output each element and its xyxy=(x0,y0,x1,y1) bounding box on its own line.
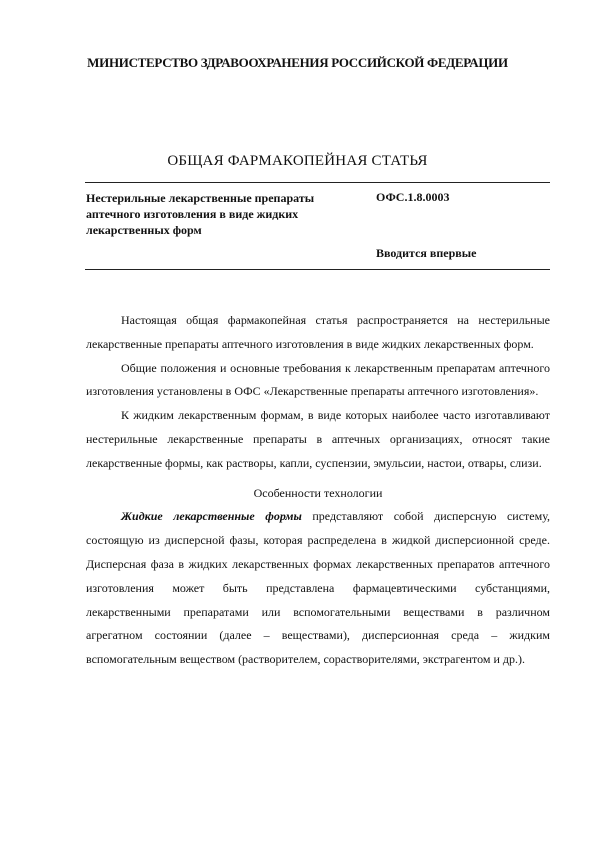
article-name: Нестерильные лекарственные препараты аптечного изготовления в виде жидких лекарственных форм xyxy=(86,191,315,237)
section-heading: Особенности технологии xyxy=(253,485,383,500)
header-rule-top xyxy=(85,182,550,183)
page-title: ОБЩАЯ ФАРМАКОПЕЙНАЯ СТАТЬЯ xyxy=(167,153,428,169)
document-body xyxy=(86,309,550,672)
ministry-heading: МИНИСТЕРСТВО ЗДРАВООХРАНЕНИЯ РОССИЙСКОЙ ФЕДЕРАЦИИ xyxy=(87,55,508,70)
article-code: ОФС.1.8.0003 xyxy=(376,190,450,204)
paragraph-technology xyxy=(86,505,550,672)
introduced-note: Вводится впервые xyxy=(376,246,477,260)
lead-term: Жидкие лекарственные формы xyxy=(121,509,302,524)
paragraph-liquid-forms: К жидким лекарственным формам, в виде которых наиболее часто изготавливают нестерильные лекарственные препараты в аптечных организациях, относят такие лекарственные формы, как растворы, капли, суспензии, эмульсии, настои, отвары, слизи. xyxy=(86,408,550,470)
header-rule-bottom xyxy=(85,269,550,270)
paragraph-scope: Настоящая общая фармакопейная статья распространяется на нестерильные лекарственные препараты аптечного изготовления в виде жидких лекарственных форм. xyxy=(86,313,550,351)
paragraph-general-provisions: Общие положения и основные требования к лекарственным препаратам аптечного изготовления установлены в ОФС «Лекарственные препараты аптечного изготовления». xyxy=(86,360,550,399)
technology-text: представляют собой дисперсную систему, состоящую из дисперсной фазы, которая распределена в жидкой дисперсионной среде. Дисперсная фаза в жидких лекарственных формах лекарственных препаратов аптечного изготовления может быть представлена фармацевтическими субстанциями, лекарственными препаратами или вспомогательными веществами в различном агрегатном состоянии (далее – веществами), дисперсионная среда – жидким вспомогательным веществом (растворителем, сорастворителями, экстрагентом и др.). xyxy=(86,509,550,667)
